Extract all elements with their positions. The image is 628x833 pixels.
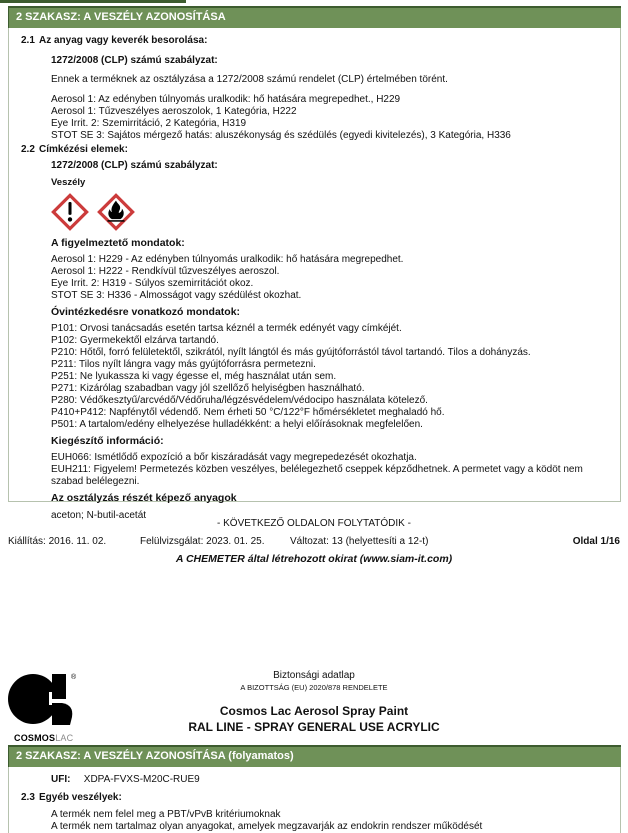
clause-2-3-number: 2.3 <box>21 792 35 803</box>
regulation-reference: A BIZOTTSÁG (EU) 2020/878 RENDELETE <box>240 683 388 692</box>
page-footer <box>0 518 628 565</box>
classification-line: STOT SE 3: Sajátos mérgező hatás: aluszékonyság és szédülés (egyedi kivitelezés), 3 Kategória, H336 <box>51 130 511 141</box>
classification-line: Aerosol 1: Tűzveszélyes aeroszolok, 1 Kategória, H222 <box>51 106 297 117</box>
other-hazards-list <box>51 809 610 833</box>
warning-line: Eye Irrit. 2: H319 - Súlyos szemirritációt okoz. <box>51 278 254 289</box>
warning-line: STOT SE 3: H336 - Almosságot vagy szédülést okozhat. <box>51 290 302 301</box>
continued-notice: - KÖVETKEZŐ OLDALON FOLYTATÓDIK - <box>217 518 411 529</box>
section-2-continued-header-bar <box>8 745 621 767</box>
other-hazard-line: A termék nem tartalmaz olyan anyagokat, amelyek megzavarják az endokrin rendszer működését <box>51 821 483 832</box>
cosmoslac-wordmark <box>14 733 86 743</box>
clause-2-1-title: Az anyag vagy keverék besorolása: <box>39 35 208 46</box>
chemeter-credit: A CHEMETER által létrehozott okirat (www.siam-it.com) <box>175 553 453 565</box>
clause-2-2-number: 2.2 <box>21 144 35 155</box>
ufi-row <box>51 774 610 785</box>
precaution-line: P271: Kizárólag szabadban vagy jól szellőző helyiségben használható. <box>51 383 365 394</box>
clause-2-1 <box>9 35 610 46</box>
precaution-statements-list <box>51 323 610 431</box>
wordmark-lac: LAC <box>55 733 74 743</box>
clause-2-3-title: Egyéb veszélyek: <box>39 792 122 803</box>
wordmark-cosmos: COSMOS <box>14 733 56 743</box>
precaution-line: P101: Orvosi tanácsadás esetén tartsa kéznél a termék edényét vagy címkéjét. <box>51 323 402 334</box>
precaution-statements-heading: Óvintézkedésre vonatkozó mondatok: <box>51 306 241 318</box>
ghs07-exclamation-icon <box>51 193 89 231</box>
registered-mark: ® <box>71 674 77 681</box>
section-2-continued-title: 2 SZAKASZ: A VESZÉLY AZONOSÍTÁSA (folyamatos) <box>16 750 294 762</box>
product-name: Cosmos Lac Aerosol Spray Paint <box>219 704 409 718</box>
substances-heading: Az osztályzás részét képező anyagok <box>51 492 237 504</box>
supplementary-info-list <box>51 452 610 488</box>
section-2-title: 2 SZAKASZ: A VESZÉLY AZONOSÍTÁSA <box>16 11 226 23</box>
classification-line: Eye Irrit. 2: Szemirritáció, 2 Kategória, H319 <box>51 118 247 129</box>
section-2-continued-content <box>8 767 621 833</box>
substances-value: aceton; N-butil-acetát <box>51 510 147 521</box>
classification-intro: Ennek a terméknek az osztályzása a 1272/2008 számú rendelet (CLP) értelmében törént. <box>51 74 448 85</box>
precaution-line: P210: Hőtől, forró felületektől, szikrától, nyílt lángtól és más gyújtóforrástól távol tartandó. Tilos a dohányzás. <box>51 347 531 358</box>
ufi-value: XDPA-FVXS-M20C-RUE9 <box>83 774 200 785</box>
other-hazard-line: A termék nem felel meg a PBT/vPvB kritériumoknak <box>51 809 281 820</box>
page-number: Oldal 1/16 <box>572 536 620 547</box>
clause-2-3 <box>9 792 610 803</box>
warning-line: Aerosol 1: H222 - Rendkívül tűzveszélyes aeroszol. <box>51 266 280 277</box>
ghs-pictograms <box>51 193 610 231</box>
clause-2-2-title: Címkézési elemek: <box>39 144 128 155</box>
signal-word: Veszély <box>51 177 86 188</box>
warning-statements-heading: A figyelmeztető mondatok: <box>51 237 185 249</box>
page-2-header <box>0 668 628 745</box>
version-info: Változat: 13 (helyettesíti a 12-t) <box>290 536 429 547</box>
section-2-content <box>8 28 621 521</box>
clause-2-1-number: 2.1 <box>21 35 35 46</box>
ufi-label: UFI: <box>51 774 71 785</box>
footer-info-row <box>0 536 628 550</box>
revision-date: Felülvizsgálat: 2023. 01. 25. <box>140 536 265 547</box>
section-2-header-bar <box>8 6 621 28</box>
precaution-line: P280: Védőkesztyű/arcvédő/Védőruha/légzésvédelem/védocipo használata kötelező. <box>51 395 428 406</box>
precaution-line: P410+P412: Napfénytől védendő. Nem érheti 50 °C/122°F hőmérsékletet meghaladó hő. <box>51 407 445 418</box>
document-type: Biztonsági adatlap <box>273 670 355 681</box>
classification-list <box>51 94 610 142</box>
precaution-line: P251: Ne lyukassza ki vagy égesse el, még használat után sem. <box>51 371 337 382</box>
clp-regulation-heading-1: 1272/2008 (CLP) számú szabályzat: <box>51 55 218 66</box>
precaution-line: P501: A tartalom/edény elhelyezése hulladékként: a helyi előírásoknak megfelelően. <box>51 419 423 430</box>
clp-regulation-heading-2: 1272/2008 (CLP) számú szabályzat: <box>51 160 218 171</box>
page-top-rule <box>0 0 186 3</box>
supplementary-info-heading: Kiegészítő információ: <box>51 435 164 447</box>
precaution-line: P102: Gyermekektől elzárva tartandó. <box>51 335 219 346</box>
supplementary-line: EUH066: Ismétlődő expozíció a bőr kiszáradását vagy megrepedezését okozhatja. <box>51 452 417 463</box>
ghs02-flame-icon <box>97 193 135 231</box>
product-line: RAL LINE - SPRAY GENERAL USE ACRYLIC <box>188 720 440 734</box>
issue-date: Kiállítás: 2016. 11. 02. <box>8 536 107 547</box>
precaution-line: P211: Tilos nyílt lángra vagy más gyújtóforrásra permetezni. <box>51 359 316 370</box>
classification-line: Aerosol 1: Az edényben túlnyomás uralkodik: hő hatására megrepedhet., H229 <box>51 94 401 105</box>
warning-statements-list <box>51 254 610 302</box>
document-title-block <box>0 670 628 734</box>
supplementary-line: EUH211: Figyelem! Permetezés közben veszélyes, belélegezhető cseppek képződhetnek. A permetet vagy a ködöt nem szabad belélegezni. <box>51 464 583 487</box>
clause-2-2 <box>9 144 610 155</box>
warning-line: Aerosol 1: H229 - Az edényben túlnyomás uralkodik: hő hatására megrepedhet. <box>51 254 404 265</box>
